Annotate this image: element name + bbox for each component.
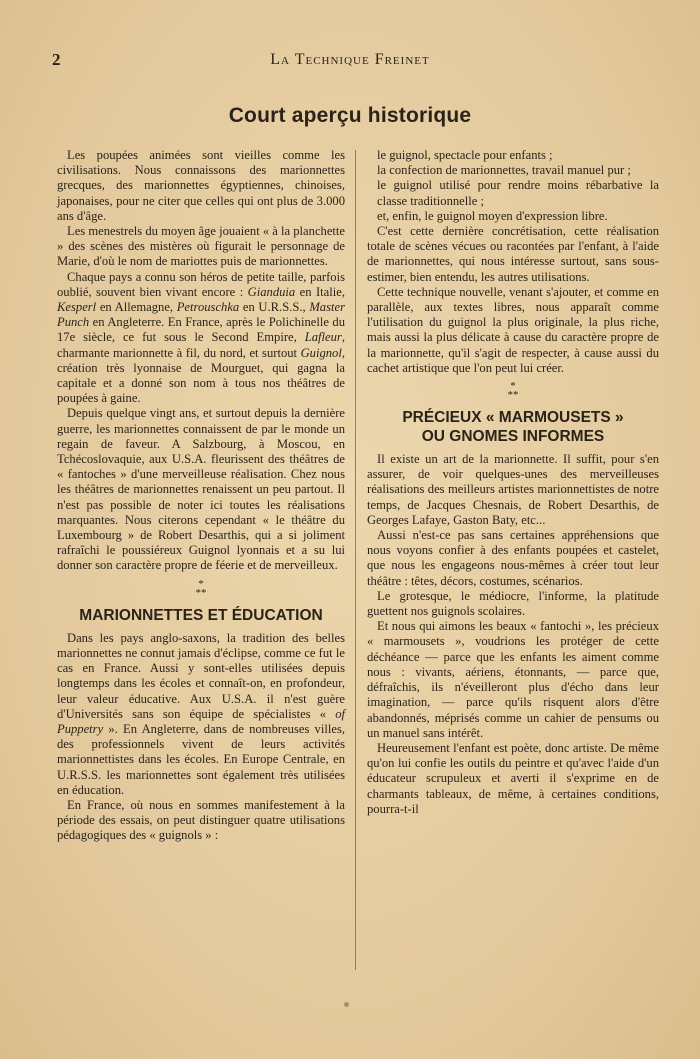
right-column	[367, 148, 659, 817]
text-run: en Italie,	[295, 284, 345, 299]
italic-name: Kesperl	[57, 300, 97, 315]
asterism-top: *	[198, 577, 204, 590]
text-run: ». En Angleterre, dans de nombreuses villes, des professionnels vivent de leurs activités marionnettistes dans les écoles. En Europe Centrale, en U.R.S.S. les marionnettes sont également très utilisées en éducation.	[57, 721, 345, 797]
paragraph	[57, 270, 345, 407]
italic-name: Lafleur	[304, 330, 342, 345]
text-run: Dans les pays anglo-saxons, la tradition des belles marionnettes ne connut jamais d'éclipse, comme ce fut le cas en France. Aussi y sont-elles utilisées depuis longtemps dans les écoles et connaît-on, en profondeur, leur valeur éducative. Aux U.S.A. il n'est guère d'Universités sans son équipe de spécialistes «	[57, 630, 345, 721]
italic-name: Guignol	[300, 345, 342, 360]
paragraph: Le grotesque, le médiocre, l'informe, la platitude guettent nos guignols scolaires.	[367, 588, 659, 619]
text-run: en Allemagne,	[96, 300, 177, 315]
page-number: 2	[52, 50, 61, 69]
text-run: en Angleterre. En France, après le Polichinelle du 17e siècle, ce fut sous le Second Empire,	[57, 315, 345, 345]
section-heading-line: PRÉCIEUX « MARMOUSETS »	[402, 409, 624, 427]
paragraph: Les poupées animées sont vieilles comme les civilisations. Nous connaissons des marionnettes grecques, des marionnettes égyptiennes, chinoises, japonaises, pour ne citer que celles qui ont plus de 3.000 ans d'âge.	[57, 148, 345, 223]
column-divider	[355, 150, 356, 970]
paragraph: Et nous qui aimons les beaux « fantochi », les précieux « marmousets », voudrions les protéger de cette déchéance — parce que les enfants les aiment comme nous : vivants, aériens, étonnants, — parce que, défraîchis, ils n'éveilleront plus d'écho dans leur imagination, — parce qu'ils risquent alors d'être abandonnés, méprisés comme un cahier de pensums ou un manuel sans intérêt.	[367, 619, 659, 740]
paragraph: Aussi n'est-ce pas sans certaines appréhensions que nous voyons confier à des enfants poupées et castelet, que nous les engageons nous-mêmes à créer tout leur théâtre : têtes, décors, costumes, scénarios.	[367, 528, 659, 588]
list-item: et, enfin, le guignol moyen d'expression libre.	[377, 208, 608, 223]
list-item: le guignol utilisé pour rendre moins rébarbative la classe traditionnelle ;	[377, 178, 659, 208]
asterism	[367, 382, 659, 400]
asterism-bottom: **	[195, 586, 207, 599]
article-title: Court aperçu historique	[228, 104, 472, 127]
list-item: le guignol, spectacle pour enfants ;	[377, 148, 553, 162]
list-item: la confection de marionnettes, travail manuel pur ;	[377, 163, 631, 178]
italic-name: Petrouschka	[176, 300, 240, 315]
paragraph: En France, où nous en sommes manifestement à la période des essais, on peut distinguer quatre utilisations pédagogiques des « guignols » :	[57, 797, 345, 843]
paper-speck	[344, 1002, 349, 1007]
paragraph: Les menestrels du moyen âge jouaient « à la planchette » des scènes des mistères où figurait le personnage de Marie, d'où le nom de mariottes puis de marionnettes.	[57, 224, 346, 269]
paragraph: Il existe un art de la marionnette. Il suffit, pour s'en assurer, de voir quelques-unes des merveilleuses réalisations des meilleurs artistes marionnettistes de notre temps, de Jacques Chesnais, de Robert Desarthis, de Georges Lafaye, Gaston Baty, etc...	[367, 452, 659, 527]
asterism-bottom: **	[507, 389, 519, 402]
paragraph	[57, 631, 345, 798]
text-run: en U.R.S.S.,	[239, 300, 310, 315]
paragraph: Depuis quelque vingt ans, et surtout depuis la dernière guerre, les marionnettes connaissent de par le monde un regain de faveur. A Salzbourg, à Moscou, en Tchécoslovaquie, aux U.S.A. fleurissent des théâtres de « fantoches » d'une merveilleuse réalisation. Chez nous les théâtres de marionnettes renaissent un peu partout. Il n'est pas possible de noter ici toutes les réalisations marquantes. Nous citerons cependant « le théâtre du Luxembourg » de Robert Desarthis, qui a si joliment rafraîchi le poussiéreux Guignol lyonnais et a su lui donner son caractère propre de féerie et de merveilleux.	[57, 406, 345, 573]
text-run: , charmante marionnette à fil, du nord, et surtout	[57, 330, 345, 360]
section-heading-line: OU GNOMES INFORMES	[421, 428, 605, 446]
text-run: Chaque pays a connu son héros de petite taille, parfois oublié, souvent bien vivant encore :	[57, 269, 345, 299]
paragraph: C'est cette dernière concrétisation, cette réalisation totale de scènes vécues ou racontées par l'enfant, à l'aide de marionnettes, qui nous intéresse surtout, sans sous-estimer, bien entendu, les autres utilisations.	[367, 224, 659, 284]
asterism-top: *	[510, 380, 516, 393]
text-run: , création très lyonnaise de Mourguet, qui gagna la capitale et a donné son nom à tous nos théâtres de poupées à gaine.	[57, 345, 345, 406]
paragraph: Heureusement l'enfant est poète, donc artiste. De même qu'on lui confie les outils du peintre et qu'avec l'aide d'un éducateur scrupuleux et averti il s'exprime en de charmants tableaux, de même, à certaines conditions, pourra-t-il	[367, 740, 659, 816]
italic-name: Master Punch	[57, 300, 345, 330]
page-header	[52, 50, 648, 72]
paragraph: Cette technique nouvelle, venant s'ajouter, et comme en parallèle, aux textes libres, nous apparaît comme l'utilisation du guignol la plus originale, la plus riche, mais aussi la plus délicate à cause du caractère propre de la marionnette, qu'il s'agit de respecter, à cause aussi du cachet artistique que l'on peut lui créer.	[367, 284, 659, 375]
italic-name: Gianduia	[247, 284, 296, 299]
italic-term: of Puppetry	[57, 706, 345, 736]
left-column	[57, 148, 345, 844]
section-heading	[367, 408, 659, 446]
asterism	[57, 577, 345, 599]
section-heading: MARIONNETTES ET ÉDUCATION	[79, 606, 323, 624]
running-head: La Technique Freinet	[270, 51, 430, 68]
